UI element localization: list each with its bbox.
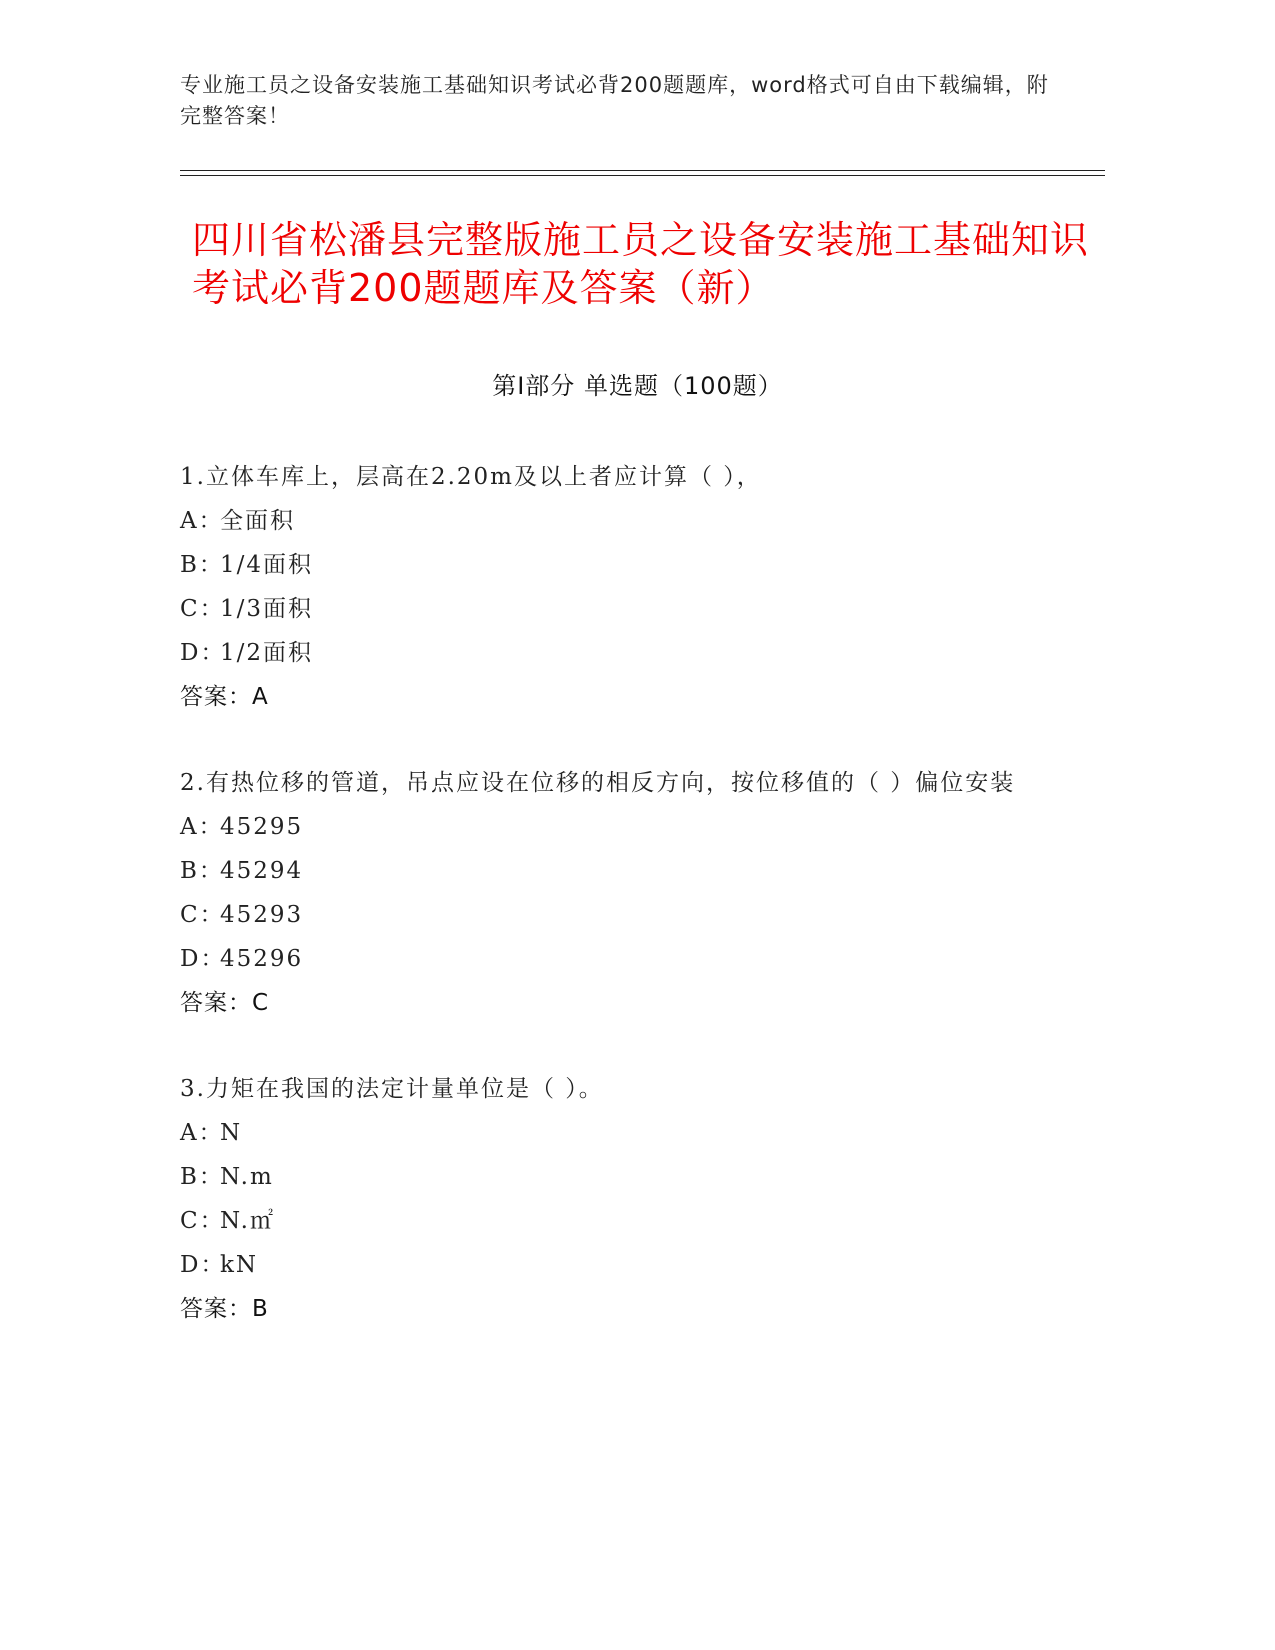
option-key: A：: [180, 1120, 224, 1146]
option-text: N.m: [220, 1164, 274, 1190]
option-key: A：: [180, 508, 224, 534]
option-text: 45293: [220, 902, 304, 928]
option-text: 45295: [220, 814, 304, 840]
option-text: 1/4面积: [220, 552, 314, 578]
option-a: [180, 499, 1040, 543]
option-a: [180, 1111, 1040, 1155]
option-key: D：: [180, 946, 226, 972]
option-key: C：: [180, 1208, 225, 1234]
option-key: C：: [180, 596, 225, 622]
answer-line: 答案：A: [180, 684, 269, 710]
option-b: [180, 543, 1040, 587]
question-list: [180, 455, 1040, 1373]
option-key: D：: [180, 640, 226, 666]
option-a: [180, 805, 1040, 849]
question-text: 3.力矩在我国的法定计量单位是（ ）。: [180, 1076, 604, 1102]
question-item: [180, 761, 1040, 1025]
option-c: [180, 587, 1040, 631]
option-text: 45296: [220, 946, 304, 972]
option-key: D：: [180, 1252, 226, 1278]
question-text: 2.有热位移的管道，吊点应设在位移的相反方向，按位移值的（ ）偏位安装: [180, 770, 1016, 796]
option-c: [180, 1199, 1040, 1243]
option-text: N: [220, 1120, 243, 1146]
answer-line: 答案：B: [180, 1296, 269, 1322]
option-key: B：: [180, 552, 224, 578]
answer-line: 答案：C: [180, 990, 270, 1016]
option-text: 全面积: [220, 508, 295, 534]
question-item: [180, 1067, 1040, 1331]
option-d: [180, 937, 1040, 981]
document-title: 四川省松潘县完整版施工员之设备安装施工基础知识考试必背200题题库及答案（新）: [192, 218, 1090, 310]
option-text: 1/3面积: [220, 596, 314, 622]
option-key: B：: [180, 1164, 224, 1190]
question-text: 1.立体车库上，层高在2.20m及以上者应计算（ ），: [180, 464, 762, 490]
header-divider-bottom: [180, 175, 1105, 176]
option-d: [180, 1243, 1040, 1287]
option-b: [180, 849, 1040, 893]
option-d: [180, 631, 1040, 675]
option-text: kN: [220, 1252, 259, 1278]
header-divider-top: [180, 170, 1105, 171]
option-text: N.㎡: [220, 1208, 275, 1234]
option-key: A：: [180, 814, 224, 840]
option-key: B：: [180, 858, 224, 884]
header-note: 专业施工员之设备安装施工基础知识考试必背200题题库，word格式可自由下载编辑，附完整答案！: [180, 73, 1049, 128]
option-key: C：: [180, 902, 225, 928]
section-heading: 第Ⅰ部分 单选题（100题）: [492, 372, 783, 400]
option-b: [180, 1155, 1040, 1199]
option-text: 45294: [220, 858, 304, 884]
option-c: [180, 893, 1040, 937]
option-text: 1/2面积: [220, 640, 314, 666]
question-item: [180, 455, 1040, 719]
